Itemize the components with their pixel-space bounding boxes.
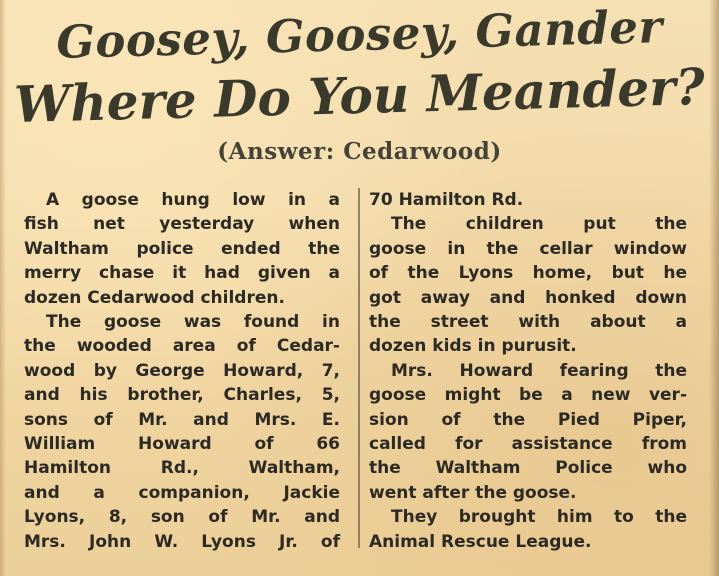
article-line: of the Lyons home, but he — [369, 263, 687, 284]
article-line: the Waltham Police who — [369, 458, 687, 479]
article-line: the wooded area of Cedar- — [24, 336, 340, 357]
article-line: goose might be a new ver- — [369, 385, 687, 406]
article-line: Waltham police ended the — [24, 238, 340, 259]
article-line: and a companion, Jackie — [24, 482, 340, 503]
article-line: sion of the Pied Piper, — [369, 409, 687, 430]
article-line: Animal Rescue League. — [369, 531, 592, 552]
article-line: 70 Hamilton Rd. — [369, 190, 524, 210]
article-line: dozen kids in purusit. — [369, 336, 577, 357]
article-line: got away and honked down — [369, 287, 687, 308]
headline-line-1: Goosey, Goosey, Gander — [55, 0, 664, 69]
article-line: Mrs. John W. Lyons Jr. of — [24, 531, 340, 552]
article-line: and his brother, Charles, 5, — [24, 385, 340, 406]
headline-line-2: Where Do You Meander? — [13, 56, 706, 135]
article-column-right — [369, 188, 687, 554]
article-line: sons of Mr. and Mrs. E. — [24, 409, 340, 430]
article-line: Mrs. Howard fearing the — [391, 360, 687, 381]
article-line: wood by George Howard, 7, — [24, 360, 340, 381]
article-line: goose in the cellar window — [369, 238, 687, 259]
article-line: They brought him to the — [391, 507, 687, 528]
subhead: (Answer: Cedarwood) — [217, 138, 502, 165]
article-line: went after the goose. — [369, 482, 577, 503]
article-line: the street with about a — [369, 312, 687, 333]
article-line: The goose was found in — [46, 312, 340, 333]
article-line: called for assistance from — [369, 434, 687, 455]
article-column-left — [24, 188, 340, 554]
article-line: A goose hung low in a — [46, 190, 340, 210]
article-line: Lyons, 8, son of Mr. and — [24, 507, 340, 528]
article-line: William Howard of 66 — [24, 434, 340, 455]
column-divider — [358, 188, 360, 548]
article-line: dozen Cedarwood children. — [24, 287, 285, 308]
article-line: Hamilton Rd., Waltham, — [24, 458, 340, 479]
article-line: The children put the — [391, 214, 687, 235]
article-line: merry chase it had given a — [24, 263, 340, 284]
article-line: fish net yesterday when — [24, 214, 340, 235]
